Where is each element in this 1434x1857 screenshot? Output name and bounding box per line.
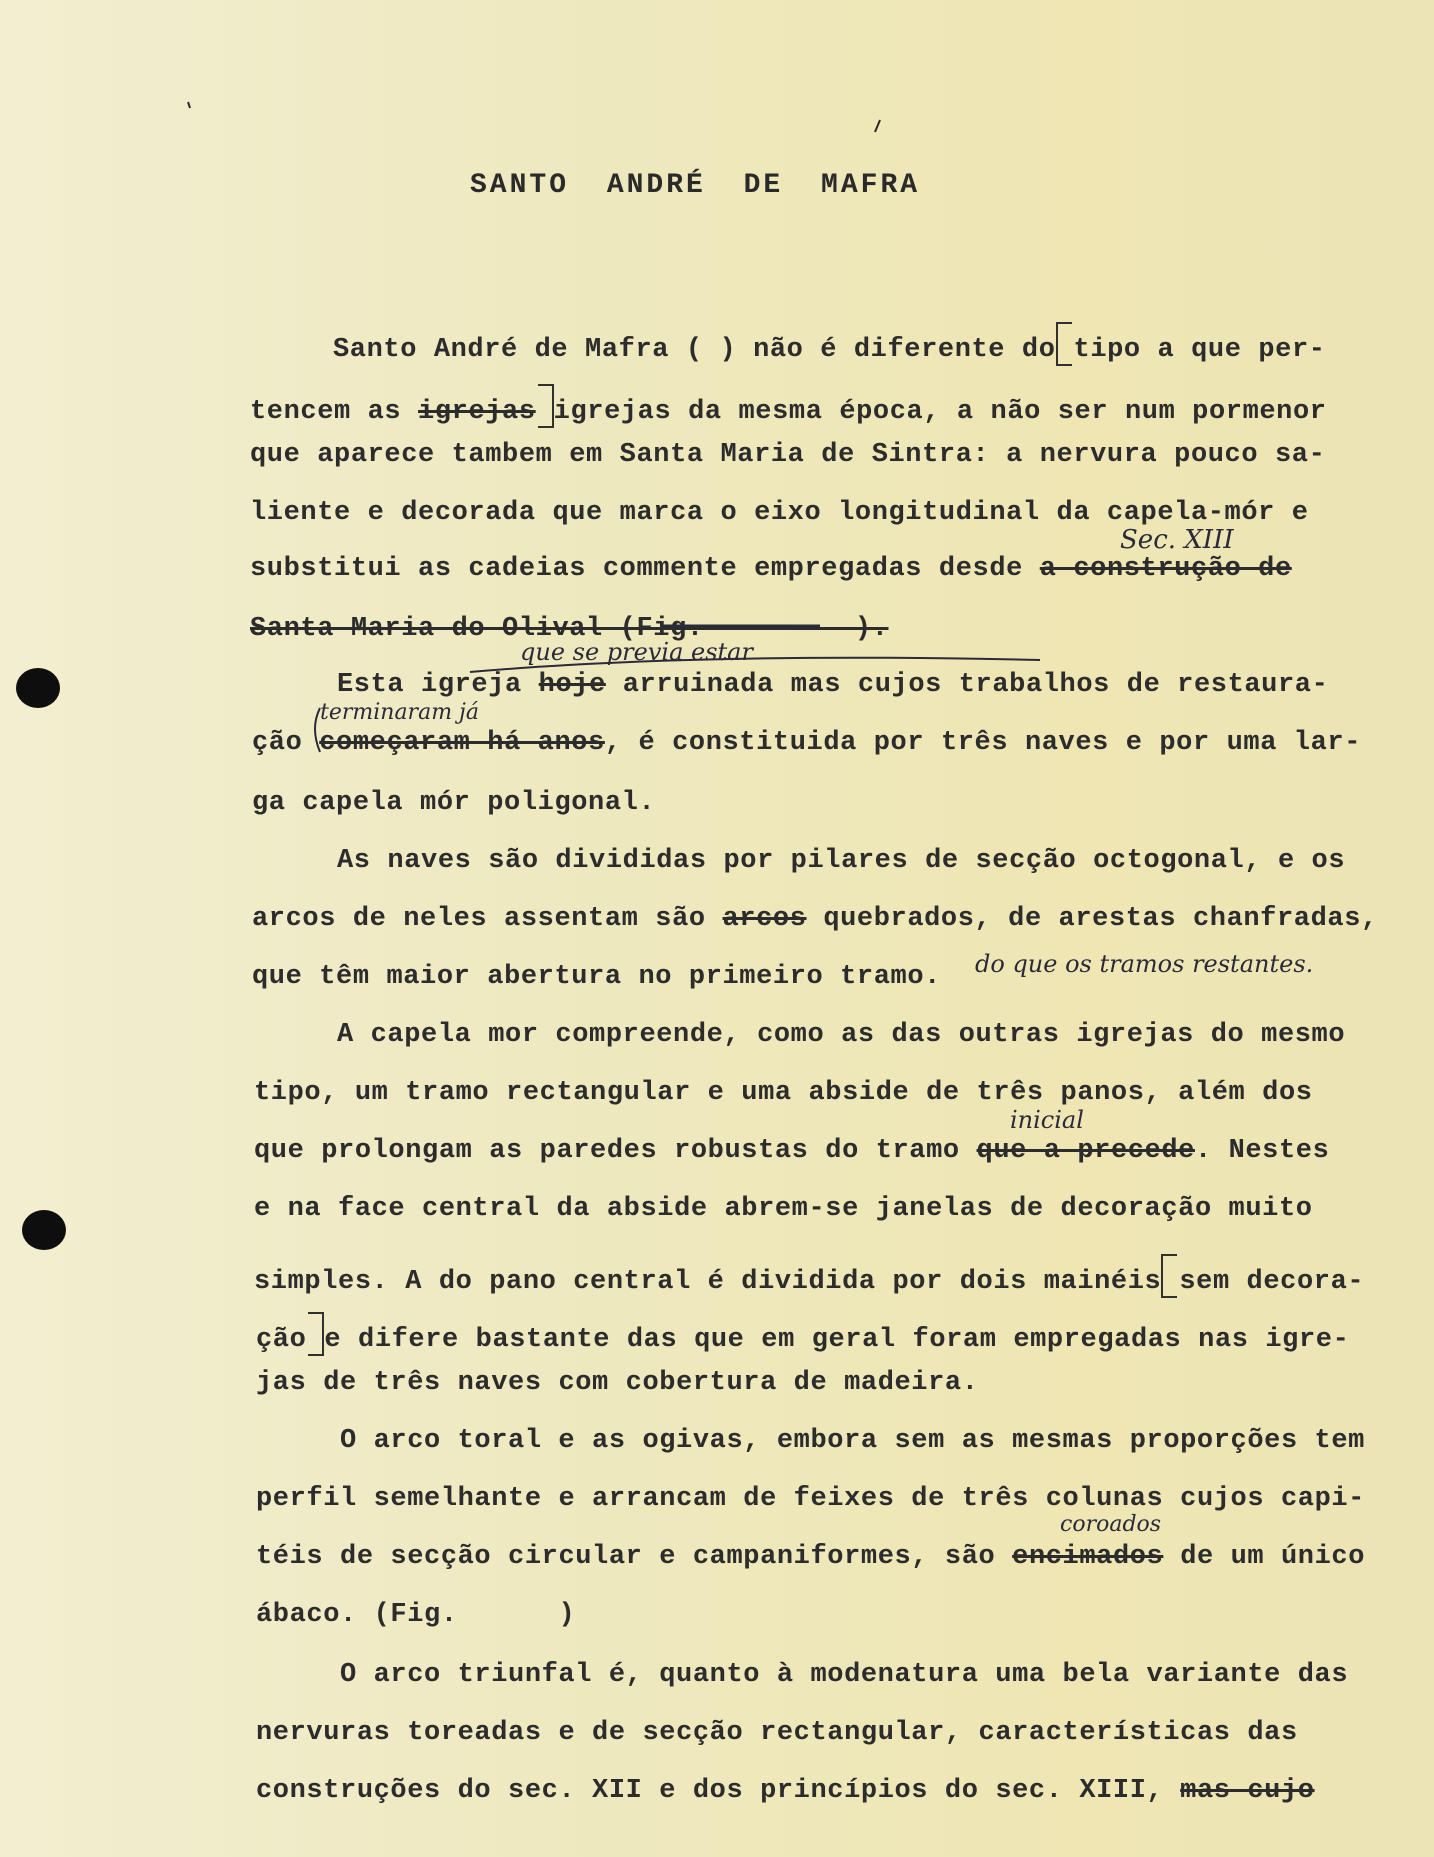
struck-text: a construção de <box>1039 554 1292 584</box>
text-line: perfil semelhante e arrancam de feixes de três colunas cujos capi- <box>256 1484 1365 1514</box>
text-line: Santo André de Mafra ( ) não é diferente do tipo a que per- <box>333 322 1326 366</box>
struck-text: que a precede <box>976 1136 1195 1166</box>
handwritten-note: coroados <box>1060 1512 1162 1537</box>
punch-hole-bottom <box>22 1210 66 1250</box>
text-line: O arco triunfal é, quanto à modenatura uma bela variante das <box>340 1660 1349 1690</box>
text-line: As naves são divididas por pilares de secção octogonal, e os <box>337 846 1346 876</box>
text-line: tencem as igrejas igrejas da mesma época, a não ser num pormenor <box>250 384 1327 428</box>
text-line: simples. A do pano central é dividida por dois mainéis sem decora- <box>254 1254 1364 1298</box>
struck-text: encimados <box>1012 1542 1164 1572</box>
text-line: A capela mor compreende, como as das outras igrejas do mesmo <box>337 1020 1346 1050</box>
text-line: ábaco. (Fig. ) <box>256 1600 576 1630</box>
text-line: nervuras toreadas e de secção rectangular, características das <box>256 1718 1298 1748</box>
struck-text: hoje <box>538 670 606 700</box>
insert-bracket-open <box>1161 1254 1177 1298</box>
text-line: ção começaram há anos, é constituida por três naves e por uma lar- <box>252 728 1362 758</box>
struck-text: igrejas <box>418 397 536 427</box>
handwritten-note: terminaram já <box>320 700 479 725</box>
insert-bracket-open <box>1056 322 1072 366</box>
text-line: jas de três naves com cobertura de madeira. <box>256 1368 979 1398</box>
text-line: que têm maior abertura no primeiro tramo. <box>252 962 941 992</box>
text-line: ção e difere bastante das que em geral foram empregadas nas igre- <box>256 1312 1349 1356</box>
handwritten-note: do que os tramos restantes. <box>975 950 1314 978</box>
text-line: liente e decorada que marca o eixo longitudinal da capela-mór e <box>250 498 1309 528</box>
struck-text: mas cujo <box>1180 1776 1315 1806</box>
insert-bracket-close <box>538 384 554 428</box>
text-line: O arco toral e as ogivas, embora sem as mesmas proporções tem <box>340 1426 1365 1456</box>
text-line: téis de secção circular e campaniformes, são encimados de um único <box>256 1542 1366 1572</box>
struck-text: começaram há anos <box>319 728 605 758</box>
text-line: que aparece tambem em Santa Maria de Sintra: a nervura pouco sa- <box>250 440 1326 470</box>
text-line: construções do sec. XII e dos princípios do sec. XIII, mas cujo <box>256 1776 1315 1806</box>
text-line: Esta igreja hoje arruinada mas cujos trabalhos de restaura- <box>337 670 1329 700</box>
handwritten-note: que se previa estar <box>520 638 753 666</box>
handwritten-note: inicial <box>1010 1106 1084 1134</box>
text-line: substitui as cadeias commente empregadas desde a construção de <box>250 554 1292 584</box>
text-line: ga capela mór poligonal. <box>252 788 656 818</box>
punch-hole-top <box>16 668 60 708</box>
text-line: tipo, um tramo rectangular e uma abside de três panos, além dos <box>254 1078 1313 1108</box>
struck-text: arcos <box>722 904 807 934</box>
page-title: SANTO ANDRÉ DE MAFRA <box>470 170 921 201</box>
text-line: e na face central da abside abrem-se janelas de decoração muito <box>254 1194 1313 1224</box>
struck-text: Santa Maria do Olival (Fig. ). <box>250 614 889 644</box>
insert-bracket-close <box>308 1312 324 1356</box>
text-line: arcos de neles assentam são arcos quebrados, de arestas chanfradas, <box>252 904 1378 934</box>
handwritten-note: Sec. XIII <box>1120 525 1234 555</box>
text-line: que prolongam as paredes robustas do tramo que a precede. Nestes <box>254 1136 1330 1166</box>
